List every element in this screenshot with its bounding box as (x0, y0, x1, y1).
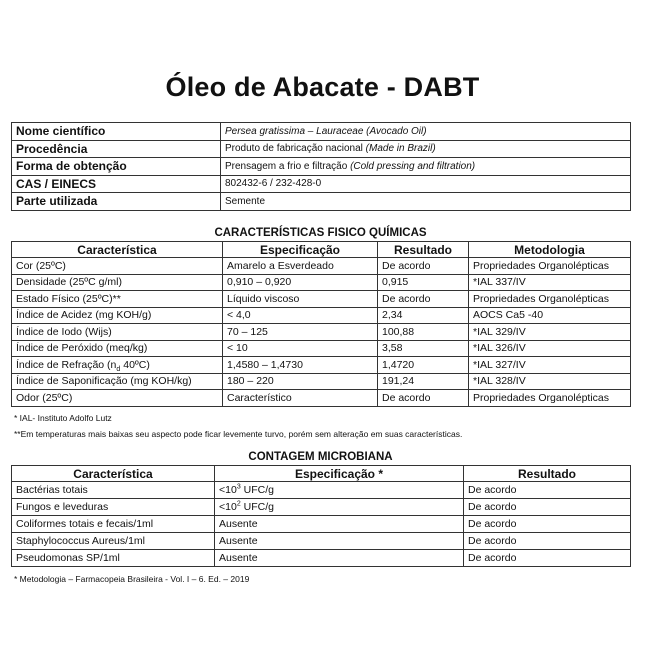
table-row (12, 482, 631, 499)
method-cell: *IAL 329/IV (469, 324, 631, 341)
table-row (12, 340, 631, 357)
characteristic-cell: Pseudomonas SP/1ml (12, 550, 215, 567)
specification-cell: Característico (223, 390, 378, 407)
specification-cell: $<10^2$ UFC/g (215, 499, 464, 516)
table-row (12, 258, 631, 275)
table-row (12, 516, 631, 533)
id-key: Forma de obtenção (12, 158, 221, 176)
characteristic-cell: Densidade (25ºC g/ml) (12, 274, 223, 291)
table-header-row (12, 466, 631, 482)
specification-cell: 1,4580 – 1,4730 (223, 357, 378, 374)
characteristic-cell: Estado Físico (25ºC)** (12, 291, 223, 308)
table-row (12, 499, 631, 516)
table-row (12, 291, 631, 308)
table-header-row (12, 242, 631, 258)
specification-cell: Ausente (215, 516, 464, 533)
column-header: Especificação * (215, 466, 464, 482)
result-cell: 1,4720 (378, 357, 469, 374)
table-row (12, 123, 631, 141)
characteristic-cell: Staphylococcus Aureus/1ml (12, 533, 215, 550)
method-cell: *IAL 337/IV (469, 274, 631, 291)
table-row (12, 357, 631, 374)
result-cell: De acordo (464, 533, 631, 550)
table-row (12, 274, 631, 291)
id-value: Persea gratissima – Lauraceae (Avocado Oil) (221, 123, 631, 141)
result-cell: De acordo (464, 499, 631, 516)
id-key: Nome científico (12, 123, 221, 141)
specification-cell: 70 – 125 (223, 324, 378, 341)
column-header: Característica (12, 466, 215, 482)
specification-cell: 180 – 220 (223, 373, 378, 390)
microbial-table (11, 465, 631, 567)
id-value: Produto de fabricação nacional (Made in Brazil) (221, 140, 631, 158)
characteristic-cell: Índice de Refração ($n_d$ 40ºC) (12, 357, 223, 374)
method-cell: Propriedades Organolépticas (469, 291, 631, 308)
id-key: CAS / EINECS (12, 175, 221, 193)
result-cell: 3,58 (378, 340, 469, 357)
characteristic-cell: Índice de Saponificação (mg KOH/kg) (12, 373, 223, 390)
specification-cell: < 4,0 (223, 307, 378, 324)
column-header: Especificação (223, 242, 378, 258)
table-row (12, 175, 631, 193)
footnote-temperature: **Em temperaturas mais baixas seu aspecto pode ficar levemente turvo, porém sem alteração em suas características. (14, 429, 463, 439)
characteristic-cell: Cor (25ºC) (12, 258, 223, 275)
id-value: 802432-6 / 232-428-0 (221, 175, 631, 193)
table-row (12, 307, 631, 324)
characteristic-cell: Índice de Acidez (mg KOH/g) (12, 307, 223, 324)
result-cell: De acordo (464, 550, 631, 567)
result-cell: De acordo (464, 516, 631, 533)
footnote-methodology: * Metodologia – Farmacopeia Brasileira - Vol. I – 6. Ed. – 2019 (14, 574, 250, 584)
specification-cell: < 10 (223, 340, 378, 357)
characteristic-cell: Odor (25ºC) (12, 390, 223, 407)
table-row (12, 193, 631, 211)
characteristic-cell: Índice de Iodo (Wijs) (12, 324, 223, 341)
table-row (12, 533, 631, 550)
column-header: Resultado (378, 242, 469, 258)
method-cell: *IAL 327/IV (469, 357, 631, 374)
result-cell: 0,915 (378, 274, 469, 291)
specification-cell: Líquido viscoso (223, 291, 378, 308)
specification-cell: Ausente (215, 533, 464, 550)
characteristic-cell: Fungos e leveduras (12, 499, 215, 516)
result-cell: De acordo (378, 258, 469, 275)
result-cell: De acordo (464, 482, 631, 499)
id-value: Prensagem a frio e filtração (Cold pressing and filtration) (221, 158, 631, 176)
table-row (12, 140, 631, 158)
microbial-title: CONTAGEM MICROBIANA (248, 451, 393, 463)
method-cell: Propriedades Organolépticas (469, 390, 631, 407)
table-row (12, 373, 631, 390)
id-key: Procedência (12, 140, 221, 158)
method-cell: AOCS Ca5 -40 (469, 307, 631, 324)
method-cell: Propriedades Organolépticas (469, 258, 631, 275)
specification-cell: $<10^3$ UFC/g (215, 482, 464, 499)
column-header: Resultado (464, 466, 631, 482)
physico-chemical-title: CARACTERÍSTICAS FISICO QUÍMICAS (214, 227, 427, 239)
characteristic-cell: Bactérias totais (12, 482, 215, 499)
column-header: Característica (12, 242, 223, 258)
table-row (12, 550, 631, 567)
result-cell: 191,24 (378, 373, 469, 390)
table-row (12, 324, 631, 341)
identification-table (11, 122, 631, 211)
method-cell: *IAL 328/IV (469, 373, 631, 390)
table-row (12, 390, 631, 407)
result-cell: 2,34 (378, 307, 469, 324)
footnote-ial: * IAL- Instituto Adolfo Lutz (14, 413, 112, 423)
specification-cell: Ausente (215, 550, 464, 567)
specification-cell: 0,910 – 0,920 (223, 274, 378, 291)
table-row (12, 158, 631, 176)
id-key: Parte utilizada (12, 193, 221, 211)
id-value: Semente (221, 193, 631, 211)
result-cell: 100,88 (378, 324, 469, 341)
specification-cell: Amarelo a Esverdeado (223, 258, 378, 275)
physico-chemical-table (11, 241, 631, 407)
characteristic-cell: Coliformes totais e fecais/1ml (12, 516, 215, 533)
method-cell: *IAL 326/IV (469, 340, 631, 357)
column-header: Metodologia (469, 242, 631, 258)
result-cell: De acordo (378, 291, 469, 308)
page-title: Óleo de Abacate - DABT (165, 72, 480, 102)
characteristic-cell: Índice de Peróxido (meq/kg) (12, 340, 223, 357)
result-cell: De acordo (378, 390, 469, 407)
